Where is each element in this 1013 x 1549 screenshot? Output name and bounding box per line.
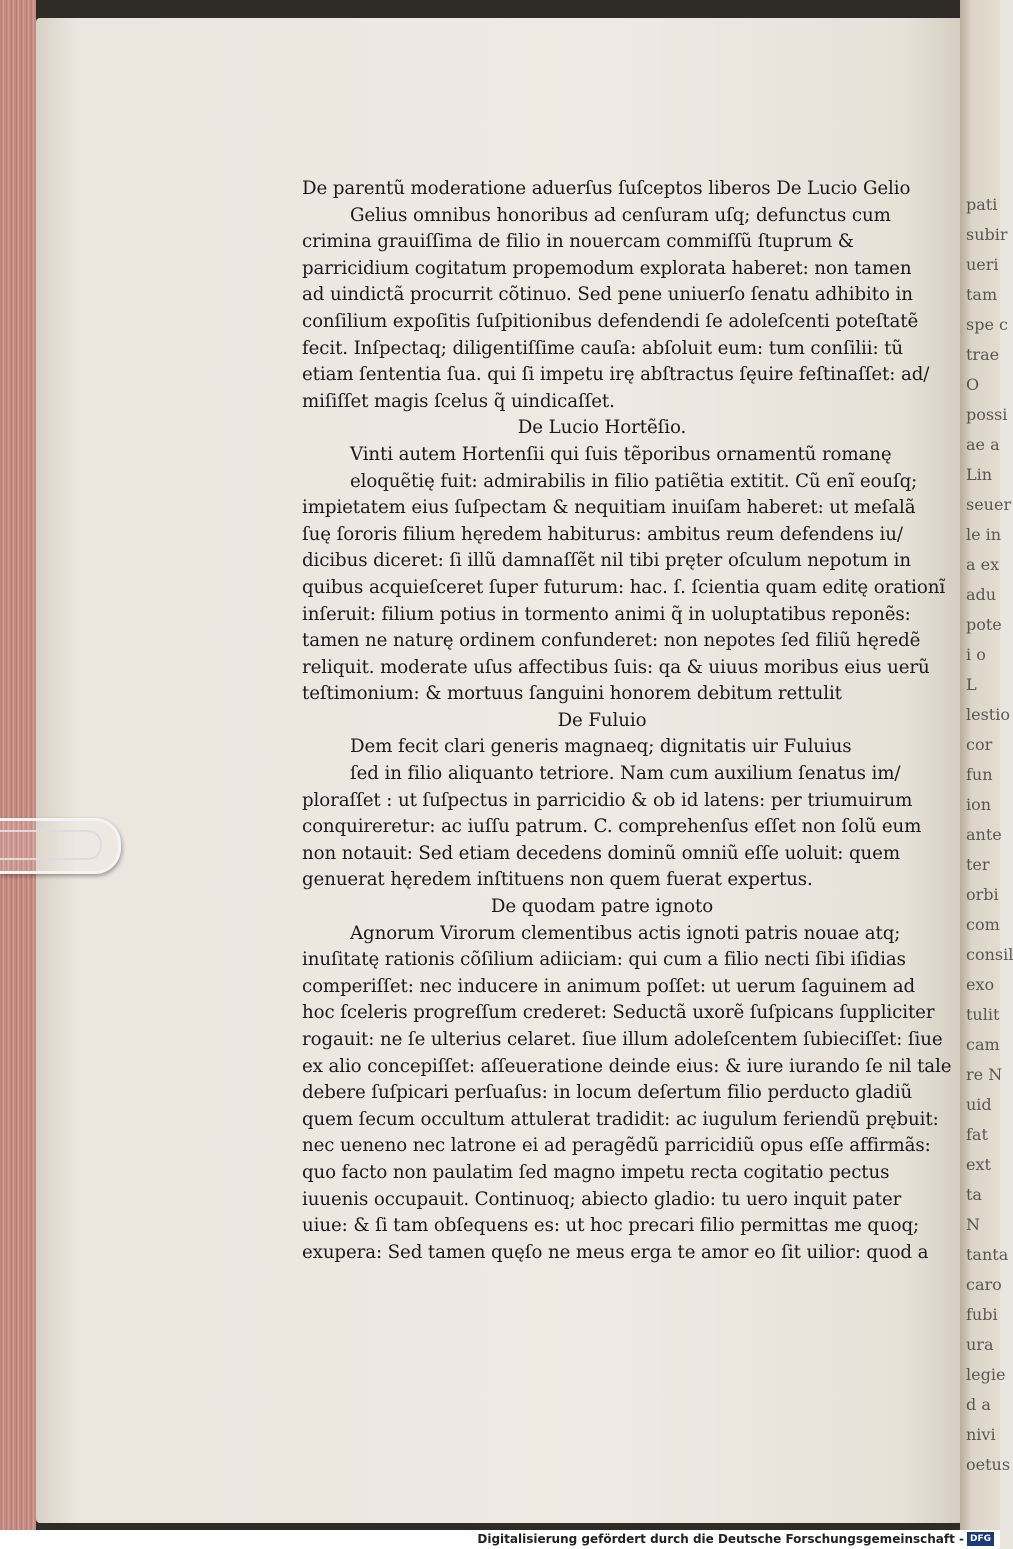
right-page-fragment: adu <box>966 585 997 604</box>
text-line: De parentũ moderatione aduerſus ſuſceptos liberos De Lucio Gelio <box>302 178 911 199</box>
book-page-edges <box>0 0 36 1530</box>
text-line: etiam ſententia ſua. qui ſi impetu irę abſtractus ſęuire feſtinaſſet: ad/ <box>302 364 930 386</box>
text-line: exupera: Sed tamen quęſo ne meus erga te amor eo ſit uilior: quod a <box>302 1241 929 1263</box>
right-page-fragment: exo <box>966 975 995 994</box>
text-line: tamen ne naturę ordinem confunderet: non nepotes ſed filiũ hęredẽ <box>302 630 921 652</box>
right-page-fragment: d a <box>966 1395 991 1414</box>
right-page-fragment: lestio <box>966 705 1010 724</box>
text-line: impietatem eius ſuſpectam & nequitiam inuiſam haberet: ut meſalã <box>302 497 916 519</box>
right-page-fragment: nivi <box>966 1425 996 1444</box>
text-line: inſeruit: filium potius in tormento animi q̃ in uoluptatibus reponẽs: <box>302 603 911 625</box>
right-page-fragment: fat <box>966 1125 988 1144</box>
right-page-fragment: ante <box>966 825 1002 844</box>
right-page-fragment: tanta <box>966 1245 1009 1264</box>
footer-credit: Digitalisierung gefördert durch die Deutsche Forschungsgemeinschaft - <box>477 1532 964 1546</box>
text-line: conquireretur: ac iuſſu patrum. C. comprehenſus eſſet non ſolũ eum <box>302 816 922 838</box>
text-line: nec ueneno nec latrone ei ad peragẽdũ parricidiũ opus eſſe affirmãs: <box>302 1135 931 1157</box>
text-line: ſuę ſororis filium hęredem habiturus: ambitus reum defendens iu/ <box>302 523 903 545</box>
right-page-fragment: tam <box>966 285 998 304</box>
right-page-fragment: ext <box>966 1155 991 1174</box>
footer-bar <box>0 1530 1000 1549</box>
text-line: rogauit: ne ſe ulterius celaret. ſiue illum adoleſcentem ſubieciſſet: ſiue <box>302 1029 943 1050</box>
text-line: ex alio concepiſſet: aſſeueratione deinde eius: & iure iurando ſe nil tale <box>302 1055 952 1077</box>
text-line: reliquit. moderate uſus affectibus ſuis: qa & uiuus moribus eius uerũ <box>302 656 930 678</box>
text-line: Agnorum Virorum clementibus actis ignoti patris nouae atq; <box>350 922 901 944</box>
right-page-fragment: orbi <box>966 885 999 904</box>
right-page-fragment: possi <box>966 405 1008 424</box>
text-line: quo facto non paulatim ſed magno impetu recta cogitatio pectus <box>302 1161 890 1183</box>
right-page-fragment: fubi <box>966 1305 998 1324</box>
text-line: inuſitatę rationis cõſilium adiiciam: qui cum a filio necti ſibi iſidias <box>302 949 906 971</box>
text-line: quem ſecum occultum attulerat tradidit: ac iugulum feriendũ prębuit: <box>302 1108 939 1130</box>
text-line: uiue: & ſi tam obſequens es: ut hoc precari filio permittas me quoq; <box>302 1215 920 1237</box>
right-page-fragment: ura <box>966 1335 994 1354</box>
text-line: crimina grauiſſima de filio in nouercam commiſſũ ſtuprum & <box>302 231 854 253</box>
text-line: Dem fecit clari generis magnaeq; dignitatis uir Fuluius <box>350 736 852 758</box>
right-page-fragment: tulit <box>966 1005 1000 1024</box>
right-page-fragment: fun <box>966 765 993 784</box>
right-page-fragment: com <box>966 915 1000 934</box>
paper-clip-inner-loop <box>0 830 102 860</box>
text-line: debere ſuſpicari perſuaſus: in locum deſertum filio perducto gladiũ <box>302 1082 913 1104</box>
right-page-fragment: subir <box>966 225 1008 244</box>
text-line: Vinti autem Hortenſii qui ſuis tẽporibus ornamentũ romanę <box>350 443 892 465</box>
text-line: ad uindictã procurrit cõtinuo. Sed pene uniuerſo ſenatu adhibito in <box>302 284 913 306</box>
right-page-fragment: ueri <box>966 255 999 274</box>
text-line: ſed in filio aliquanto tetriore. Nam cum auxilium ſenatus im/ <box>350 763 901 785</box>
text-line: miſiſſet magis ſcelus q̃ uindicaſſet. <box>302 390 615 412</box>
right-page-fragment: pote <box>966 615 1002 634</box>
text-line: genuerat hęredem inſtituens non quem fuerat expertus. <box>302 869 813 891</box>
right-page-fragment: legie <box>966 1365 1006 1384</box>
right-page-fragment: consil <box>966 945 1013 964</box>
right-page-fragment: re N <box>966 1065 1003 1084</box>
right-page-fragment: L <box>966 675 977 694</box>
right-page-fragment: ter <box>966 855 990 874</box>
right-page-fragment: ta <box>966 1185 982 1204</box>
text-line: hoc ſceleris progreſſum crederet: Seductã uxorẽ ſuſpicans ſuppliciter <box>302 1002 935 1024</box>
section-heading: De Fuluio <box>557 709 647 731</box>
text-line: eloquẽtię fuit: admirabilis in filio patiẽtia extitit. Cũ enĩ eouſq; <box>350 470 918 492</box>
right-page-fragment: i o <box>966 645 986 664</box>
text-line: Gelius omnibus honoribus ad cenſuram uſq; defunctus cum <box>350 204 891 226</box>
text-line: non notauit: Sed etiam decedens dominũ omniũ eſſe uoluit: quem <box>302 842 900 864</box>
text-line: ploraſſet : ut ſuſpectus in parricidio & ob id latens: per triumuirum <box>302 789 913 811</box>
dfg-logo-icon: DFG <box>967 1532 994 1546</box>
right-page-fragment: O <box>966 375 980 394</box>
right-page-text-fragments <box>966 190 1013 1474</box>
right-page-fragment: trae <box>966 345 1000 364</box>
right-page-fragment: uid <box>966 1095 992 1114</box>
text-line: iuuenis occupauit. Continuoq; abiecto gladio: tu uero inquit pater <box>302 1188 902 1210</box>
text-line: teſtimonium: & mortuus ſanguini honorem debitum rettulit <box>302 683 842 705</box>
text-line: conſilium expoſitis ſuſpitionibus defendendi ſe adoleſcenti poteſtatẽ <box>302 310 919 332</box>
right-page-fragment: cam <box>966 1035 1000 1054</box>
right-page-fragment: ion <box>966 795 992 814</box>
text-line: fecit. Inſpectaq; diligentiſſime cauſa: abſoluit eum: tum conſilii: tũ <box>302 337 903 359</box>
text-line: parricidium cogitatum propemodum explorata haberet: non tamen <box>302 257 912 279</box>
text-line: quibus acquieſceret ſuper futurum: hac. ſ. ſcientia quam editę orationĩ <box>302 576 946 598</box>
right-page-fragment: a ex <box>966 555 1000 574</box>
right-page-fragment: pati <box>966 195 998 214</box>
section-heading: De Lucio Hortẽſio. <box>517 417 687 439</box>
right-page-fragment: spe c <box>966 315 1008 334</box>
right-page-fragment: seuer <box>966 495 1012 514</box>
right-page-fragment: oetus <box>966 1455 1011 1474</box>
right-page-fragment: cor <box>966 735 993 754</box>
text-line: comperiſſet: nec inducere in animum poſſet: ut uerum ſaguinem ad <box>302 975 916 997</box>
right-page-fragment: N <box>966 1215 980 1234</box>
text-line: dicibus diceret: ſi illũ damnaſſẽt nil tibi pręter oſculum nepotum in <box>302 550 911 572</box>
right-page-fragment: ae a <box>966 435 1000 454</box>
section-heading: De quodam patre ignoto <box>490 896 714 918</box>
right-page-fragment: Lin <box>966 465 993 484</box>
right-page-fragment: caro <box>966 1275 1002 1294</box>
page-text-body <box>302 176 952 1266</box>
right-page-fragment: le in <box>966 525 1002 544</box>
